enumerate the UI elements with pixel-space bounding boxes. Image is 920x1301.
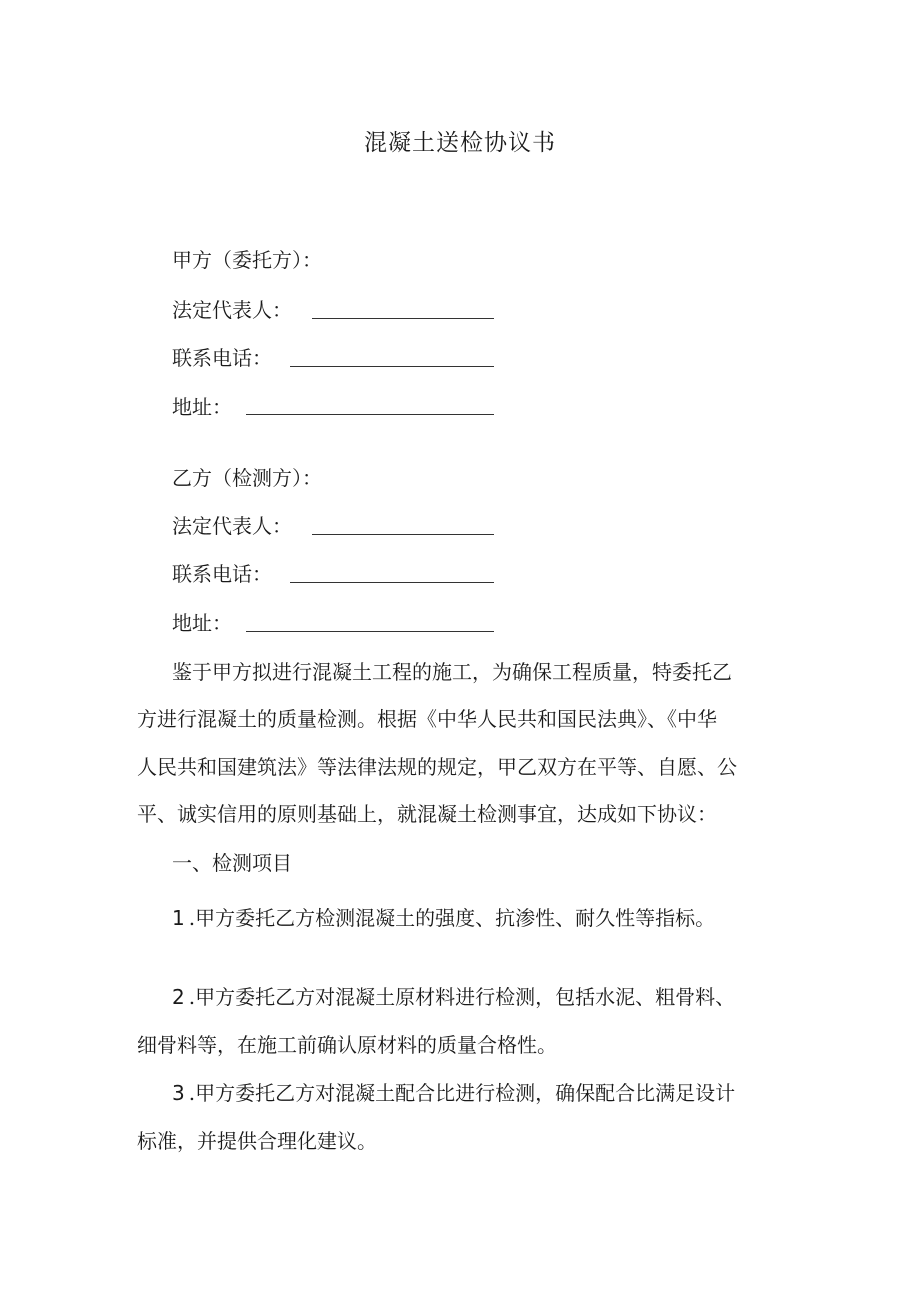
party-b-phone-label: 联系电话： [172, 562, 272, 586]
item-2-line-1 [172, 982, 735, 1012]
item-1-text: .甲方委托乙方检测混凝土的强度、抗渗性、耐久性等指标。 [188, 906, 716, 930]
item-2-number: 2 [172, 985, 185, 1009]
item-1-number: 1 [172, 906, 185, 930]
item-3-number: 3 [172, 1081, 185, 1105]
party-b-heading: 乙方（检测方）： [172, 466, 322, 490]
party-b-rep-label: 法定代表人： [172, 514, 292, 538]
intro-line-2: 方进行混凝土的质量检测。根据《中华人民共和国民法典》、《中华 [137, 707, 717, 731]
party-a-phone-label: 联系电话： [172, 346, 272, 370]
intro-line-3: 人民共和国建筑法》等法律法规的规定，甲乙双方在平等、自愿、公 [137, 755, 737, 779]
party-a-rep-blank[interactable] [312, 318, 494, 319]
intro-line-4: 平、诚实信用的原则基础上，就混凝土检测事宜，达成如下协议： [137, 802, 717, 826]
party-b-address-blank[interactable] [246, 631, 494, 632]
party-a-address-label: 地址： [172, 395, 232, 419]
item-2-line-2: 细骨料等，在施工前确认原材料的质量合格性。 [137, 1033, 557, 1057]
item-3-text-1: .甲方委托乙方对混凝土配合比进行检测，确保配合比满足设计 [188, 1081, 736, 1105]
intro-line-1: 鉴于甲方拟进行混凝土工程的施工，为确保工程质量，特委托乙 [172, 660, 732, 684]
party-a-heading: 甲方（委托方）： [172, 248, 322, 272]
item-1 [172, 903, 715, 933]
party-b-rep-blank[interactable] [312, 534, 494, 535]
document-title: 混凝土送检协议书 [364, 130, 556, 156]
section-1-heading: 一、检测项目 [172, 851, 292, 875]
party-a-phone-blank[interactable] [290, 366, 494, 367]
party-b-phone-blank[interactable] [290, 582, 494, 583]
item-2-text-1: .甲方委托乙方对混凝土原材料进行检测，包括水泥、粗骨料、 [188, 985, 736, 1009]
party-a-address-blank[interactable] [246, 414, 494, 415]
item-3-line-2: 标准，并提供合理化建议。 [137, 1129, 377, 1153]
item-3-line-1 [172, 1078, 735, 1108]
party-b-address-label: 地址： [172, 611, 232, 635]
party-a-rep-label: 法定代表人： [172, 298, 292, 322]
